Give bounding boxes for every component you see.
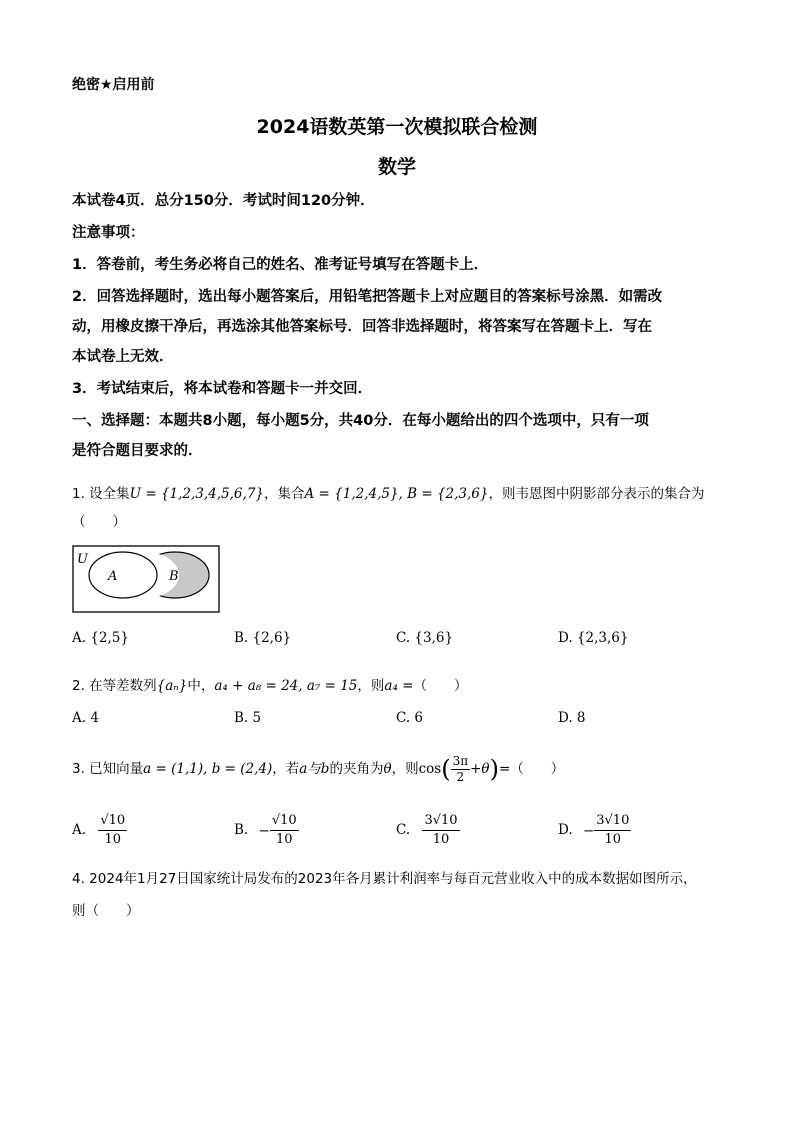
q3-plus-theta: +θ <box>470 761 490 777</box>
q3-option-a[interactable] <box>72 812 127 849</box>
q2-ask: a₄ = <box>384 678 414 694</box>
subject-title: 数学 <box>377 156 416 178</box>
q3-option-d[interactable] <box>558 812 631 849</box>
q3-option-d-fraction <box>594 812 631 849</box>
question-4-line-2: 则（ ） <box>72 903 140 919</box>
q3-left-paren: ( <box>441 755 451 783</box>
q1-mid: ，集合 <box>264 486 305 502</box>
q3-fraction <box>451 754 471 785</box>
q1-option-a[interactable]: A. {2,5} <box>72 630 129 646</box>
q1-paren: （ ） <box>72 514 126 530</box>
q3-option-b-den: 10 <box>275 832 293 847</box>
q3-option-d-den: 10 <box>604 832 622 847</box>
q3-mid: ，若 <box>272 761 300 777</box>
q3-option-b-sign: − <box>258 822 270 839</box>
q3-option-b-label: B. <box>234 822 249 838</box>
q2-prefix: 2. 在等差数列 <box>72 678 157 694</box>
exam-info: 本试卷4页．总分150分．考试时间120分钟． <box>72 193 375 209</box>
q3-fraction-den: 2 <box>456 769 465 784</box>
notice-2-line-2: 动，用橡皮擦干净后，再选涂其他答案标号．回答非选择题时，将答案写在答题卡上．写在 <box>72 319 652 335</box>
q3-fraction-num: 3π <box>452 753 469 768</box>
q1-option-c[interactable]: C. {3,6} <box>396 630 454 646</box>
q3-mid2: 的夹角为 <box>329 761 384 777</box>
q3-option-c[interactable] <box>396 812 460 849</box>
q3-option-d-sign: − <box>582 822 595 839</box>
q2-mid: 中， <box>187 678 215 694</box>
q2-option-c[interactable]: C. 6 <box>396 710 424 726</box>
q3-vectors: a = (1,1), b = (2,4) <box>143 761 273 777</box>
q3-option-b[interactable] <box>234 812 299 849</box>
q1-sets: A = {1,2,4,5}, B = {2,3,6} <box>304 486 489 502</box>
question-3 <box>72 752 724 786</box>
q3-prefix: 3. 已知向量 <box>72 761 144 777</box>
q3-option-b-fraction <box>270 812 299 849</box>
notice-2-line-1: 2．回答选择题时，选出每小题答案后，用铅笔把答题卡上对应题目的答案标号涂黑．如需改 <box>72 289 663 305</box>
q3-option-a-num: √10 <box>98 812 127 831</box>
question-1 <box>72 480 724 508</box>
q1-option-b[interactable]: B. {2,6} <box>234 630 292 646</box>
q1-options <box>72 630 724 658</box>
q1-universal-set: U = {1,2,3,4,5,6,7} <box>129 486 264 502</box>
notice-2-line-3: 本试卷上无效． <box>72 349 174 365</box>
q2-option-a[interactable]: A. 4 <box>72 710 99 726</box>
q3-right-paren: ) <box>489 755 499 783</box>
notice-title: 注意事项： <box>72 225 145 241</box>
q2-condition: a₄ + a₈ = 24, a₇ = 15 <box>214 678 358 694</box>
q3-options <box>72 812 724 854</box>
q3-option-d-num: 3√10 <box>594 812 631 831</box>
q3-suffix: ，则 <box>391 761 419 777</box>
exam-title: 2024语数英第一次模拟联合检测 <box>256 116 538 138</box>
q3-cos: cos <box>418 761 442 777</box>
q3-option-c-fraction <box>422 812 459 849</box>
section-heading-line-2: 是符合题目要求的． <box>72 443 203 459</box>
q3-theta: θ <box>383 761 392 777</box>
q3-option-d-label: D. <box>558 822 573 838</box>
q3-equals: = <box>498 761 511 777</box>
q2-sequence: {aₙ} <box>156 678 188 694</box>
q3-option-b-num: √10 <box>270 812 299 831</box>
question-2 <box>72 672 724 700</box>
venn-label-a: A <box>108 569 118 584</box>
q3-option-c-den: 10 <box>432 832 450 847</box>
q3-option-a-label: A. <box>72 822 87 838</box>
q3-option-a-den: 10 <box>104 832 122 847</box>
q2-paren: （ ） <box>413 678 468 694</box>
q2-option-b[interactable]: B. 5 <box>234 710 262 726</box>
secret-label: 绝密★启用前 <box>72 77 155 93</box>
q2-option-d[interactable]: D. 8 <box>558 710 586 726</box>
notice-3: 3．考试结束后，将本试卷和答题卡一并交回． <box>72 381 373 397</box>
q3-vector-pair: a与b <box>299 761 330 777</box>
q3-option-c-num: 3√10 <box>422 812 459 831</box>
venn-label-u: U <box>77 552 88 567</box>
q2-suffix: ，则 <box>357 678 385 694</box>
q3-option-a-fraction <box>98 812 127 849</box>
notice-1: 1．答卷前，考生务必将自己的姓名、准考证号填写在答题卡上． <box>72 257 489 273</box>
section-heading-line-1: 一、选择题：本题共8小题，每小题5分，共40分．在每小题给出的四个选项中，只有一项 <box>72 413 649 429</box>
q1-suffix: ，则韦恩图中阴影部分表示的集合为 <box>488 486 705 502</box>
q1-prefix: 1. 设全集 <box>72 486 130 502</box>
q3-option-c-label: C. <box>396 822 411 838</box>
q2-options <box>72 710 724 738</box>
q3-paren: （ ） <box>510 761 565 777</box>
venn-diagram <box>72 545 222 615</box>
venn-label-b: B <box>169 569 179 584</box>
question-4-line-1: 4. 2024年1月27日国家统计局发布的2023年各月累计利润率与每百元营业收入中的成本数据如图所示， <box>72 871 697 887</box>
q1-option-d[interactable]: D. {2,3,6} <box>558 630 629 646</box>
